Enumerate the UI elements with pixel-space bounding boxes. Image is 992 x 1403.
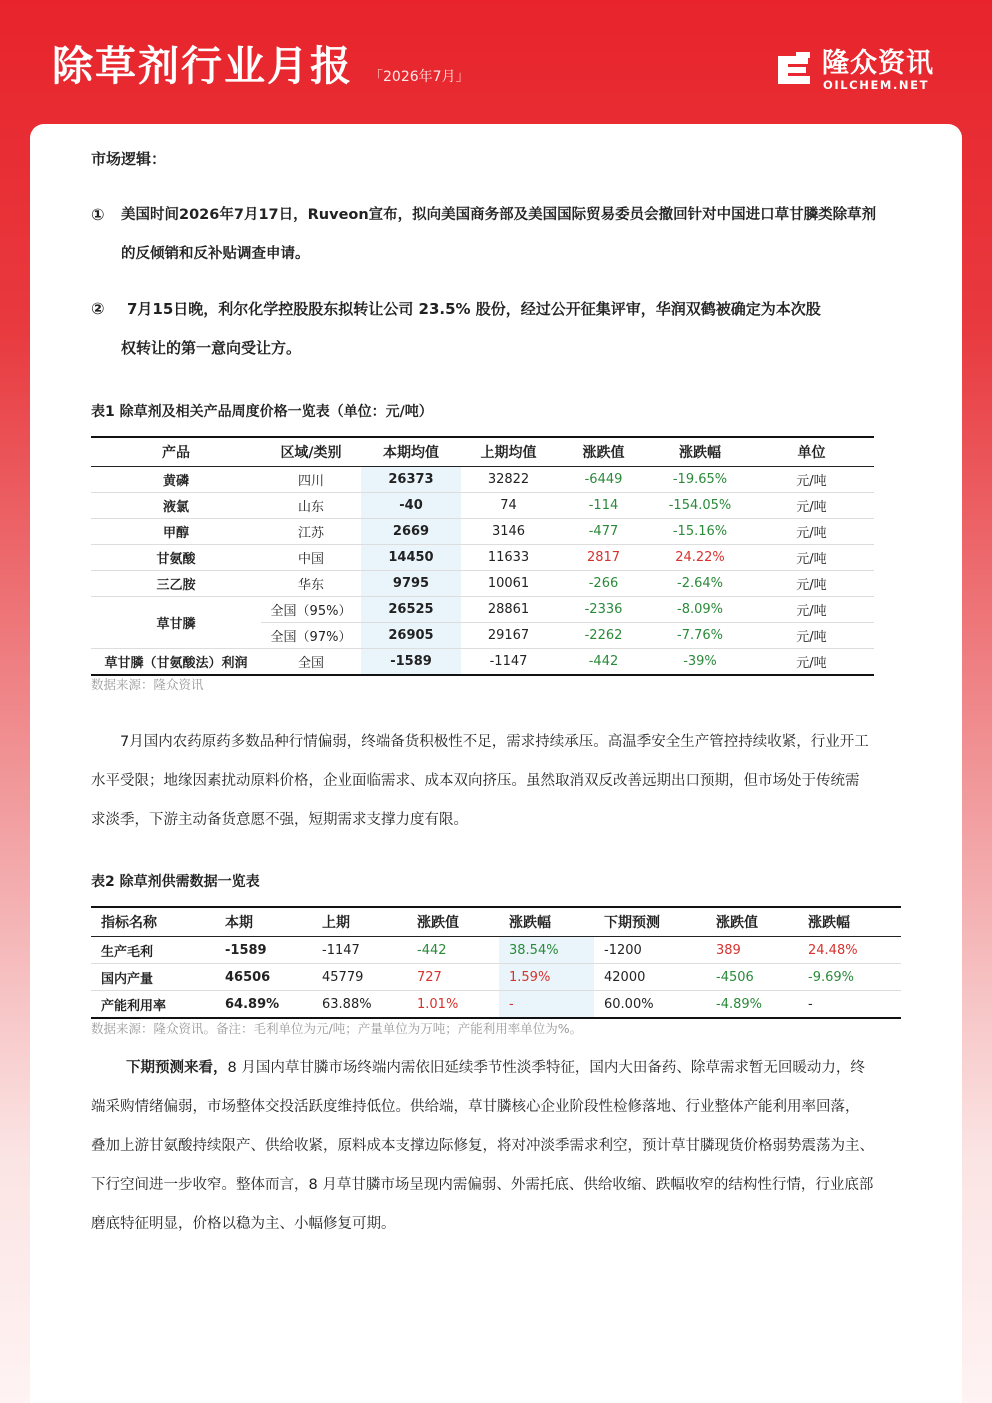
product-cell: 草甘膦 bbox=[91, 597, 261, 649]
table-row bbox=[91, 964, 901, 991]
col-header: 涨跌值 bbox=[407, 907, 499, 937]
col-header: 产品 bbox=[91, 437, 261, 467]
product-cell: 甲醇 bbox=[91, 519, 261, 545]
pct-cell: - bbox=[499, 991, 594, 1019]
indicator-cell: 生产毛利 bbox=[91, 937, 215, 964]
current-cell: 9795 bbox=[361, 571, 461, 597]
product-cell: 三乙胺 bbox=[91, 571, 261, 597]
forecast-lead: 下期预测来看， bbox=[126, 1060, 228, 1076]
pct-cell: -19.65% bbox=[651, 467, 749, 493]
current-cell: 14450 bbox=[361, 545, 461, 571]
previous-cell: 63.88% bbox=[322, 996, 372, 1012]
item1-line1: 美国时间2026年7月17日，Ruveon宣布，拟向美国商务部及美国国际贸易委员会撤回针对中国进口草甘膦类除草剂 bbox=[121, 207, 877, 223]
forecast-change-cell: 389 bbox=[706, 937, 798, 964]
previous-cell: -1147 bbox=[489, 654, 528, 669]
change-cell: -2336 bbox=[556, 597, 651, 623]
forecast-pct-cell: 24.48% bbox=[798, 937, 901, 964]
current-cell: -1589 bbox=[215, 937, 312, 964]
change-cell: -442 bbox=[588, 654, 619, 669]
forecast-line bbox=[91, 1049, 906, 1088]
forecast-line: 端采购情绪偏弱，市场整体交投活跃度维持低位。供给端，草甘膦核心企业阶段性检修落地、行业整体产能利用率回落， bbox=[91, 1099, 860, 1115]
table-row bbox=[91, 571, 874, 597]
pct-cell: -39% bbox=[683, 654, 717, 669]
forecast-paragraph bbox=[91, 1049, 906, 1244]
col-header: 本期均值 bbox=[361, 437, 461, 467]
previous-cell: 45779 bbox=[312, 964, 407, 991]
current-cell: -40 bbox=[361, 493, 461, 519]
col-header: 指标名称 bbox=[91, 907, 215, 937]
supply-demand-table bbox=[91, 906, 901, 1019]
region-cell: 中国 bbox=[261, 545, 361, 571]
product-cell: 草甘膦（甘氨酸法）利润 bbox=[104, 656, 248, 671]
table-row bbox=[91, 991, 901, 1019]
unit-cell: 元/吨 bbox=[749, 623, 874, 649]
pct-cell: 24.22% bbox=[651, 545, 749, 571]
market-logic-heading: 市场逻辑： bbox=[91, 150, 167, 168]
pct-cell: -7.76% bbox=[651, 623, 749, 649]
forecast-pct-cell: -9.69% bbox=[798, 964, 901, 991]
table2-caption: 表2 除草剂供需数据一览表 bbox=[91, 874, 260, 890]
region-cell: 山东 bbox=[261, 493, 361, 519]
indicator-cell: 国内产量 bbox=[91, 964, 215, 991]
unit-cell: 元/吨 bbox=[749, 519, 874, 545]
summary-paragraph bbox=[91, 723, 906, 840]
change-cell: 2817 bbox=[556, 545, 651, 571]
current-cell: 26373 bbox=[361, 467, 461, 493]
logo-en-text: OILCHEM.NET bbox=[823, 78, 930, 92]
forecast-pct-cell: - bbox=[808, 996, 813, 1012]
current-cell: 46506 bbox=[215, 964, 312, 991]
forecast-line: 下行空间进一步收窄。整体而言，8 月草甘膦市场呈现内需偏弱、外需托底、供给收缩、跌幅收窄的结构性行情，行业底部 bbox=[91, 1177, 874, 1193]
forecast-line: 叠加上游甘氨酸持续限产、供给收紧，原料成本支撑边际修复，将对冲淡季需求利空，预计草甘膦现货价格弱势震荡为主、 bbox=[91, 1138, 874, 1154]
current-cell: 26905 bbox=[361, 623, 461, 649]
previous-cell: 74 bbox=[461, 493, 556, 519]
unit-cell: 元/吨 bbox=[749, 571, 874, 597]
table-row bbox=[91, 649, 874, 676]
previous-cell: 10061 bbox=[461, 571, 556, 597]
region-cell: 全国 bbox=[297, 656, 324, 671]
unit-cell: 元/吨 bbox=[749, 545, 874, 571]
product-cell: 甘氨酸 bbox=[91, 545, 261, 571]
col-header: 单位 bbox=[749, 437, 874, 467]
current-cell: -1589 bbox=[361, 649, 461, 676]
change-cell: -442 bbox=[407, 937, 499, 964]
change-cell: -114 bbox=[556, 493, 651, 519]
col-header: 涨跌幅 bbox=[651, 437, 749, 467]
table1-source: 数据来源：隆众资讯 bbox=[91, 677, 204, 692]
region-cell: 四川 bbox=[261, 467, 361, 493]
unit-cell: 元/吨 bbox=[749, 467, 874, 493]
indicator-cell: 产能利用率 bbox=[101, 998, 167, 1014]
forecast-change-cell: -4506 bbox=[706, 964, 798, 991]
table-row bbox=[91, 493, 874, 519]
item1-marker: ① bbox=[91, 205, 105, 224]
col-header: 下期预测 bbox=[594, 907, 706, 937]
previous-cell: -1147 bbox=[312, 937, 407, 964]
change-cell: -477 bbox=[556, 519, 651, 545]
table-header-row bbox=[91, 437, 874, 467]
previous-cell: 29167 bbox=[461, 623, 556, 649]
pct-cell: 38.54% bbox=[499, 937, 594, 964]
pct-cell: -8.09% bbox=[651, 597, 749, 623]
col-header: 涨跌值 bbox=[556, 437, 651, 467]
product-cell: 液氯 bbox=[91, 493, 261, 519]
col-header: 涨跌幅 bbox=[499, 907, 594, 937]
col-header: 上期 bbox=[312, 907, 407, 937]
col-header: 涨跌值 bbox=[706, 907, 798, 937]
pct-cell: -15.16% bbox=[651, 519, 749, 545]
table-row bbox=[91, 467, 874, 493]
region-cell: 江苏 bbox=[261, 519, 361, 545]
table2-source: 数据来源：隆众资讯。备注：毛利单位为元/吨；产量单位为万吨；产能利用率单位为%。 bbox=[91, 1021, 583, 1036]
summary-line: 求淡季，下游主动备货意愿不强，短期需求支撑力度有限。 bbox=[91, 812, 468, 828]
unit-cell: 元/吨 bbox=[749, 597, 874, 623]
previous-cell: 3146 bbox=[461, 519, 556, 545]
report-title: 除草剂行业月报 bbox=[52, 42, 353, 90]
region-cell: 华东 bbox=[261, 571, 361, 597]
table-header-row bbox=[91, 907, 901, 937]
current-cell: 64.89% bbox=[225, 996, 280, 1012]
region-cell: 全国（97%） bbox=[261, 623, 361, 649]
logo-cn-text: 隆众资讯 bbox=[822, 48, 934, 79]
previous-cell: 32822 bbox=[461, 467, 556, 493]
forecast-change-cell: -4.89% bbox=[716, 996, 762, 1012]
item2-line2: 权转让的第一意向受让方。 bbox=[121, 339, 302, 357]
report-header bbox=[0, 0, 992, 125]
item2-marker: ② bbox=[91, 299, 105, 318]
pct-cell: -154.05% bbox=[651, 493, 749, 519]
change-cell: -2262 bbox=[556, 623, 651, 649]
item1-line2: 的反倾销和反补贴调查申请。 bbox=[121, 246, 310, 262]
report-date: 「2026年7月」 bbox=[369, 69, 470, 85]
col-header: 本期 bbox=[215, 907, 312, 937]
table-row bbox=[91, 597, 874, 623]
previous-cell: 11633 bbox=[461, 545, 556, 571]
change-cell: 727 bbox=[407, 964, 499, 991]
change-cell: -6449 bbox=[556, 467, 651, 493]
pct-cell: -2.64% bbox=[651, 571, 749, 597]
oilchem-logo bbox=[774, 48, 944, 92]
change-cell: -266 bbox=[556, 571, 651, 597]
forecast-cell: 42000 bbox=[594, 964, 706, 991]
product-cell: 黄磷 bbox=[91, 467, 261, 493]
forecast-cell: 60.00% bbox=[604, 996, 654, 1012]
item2-line1: 7月15日晚，利尔化学控股股东拟转让公司 23.5% 股份，经过公开征集评审，华润双鹤被确定为本次股 bbox=[127, 300, 821, 318]
current-cell: 26525 bbox=[361, 597, 461, 623]
forecast-line: 磨底特征明显，价格以稳为主、小幅修复可期。 bbox=[91, 1216, 396, 1232]
pct-cell: 1.59% bbox=[499, 964, 594, 991]
previous-cell: 28861 bbox=[461, 597, 556, 623]
change-cell: 1.01% bbox=[417, 996, 459, 1012]
unit-cell: 元/吨 bbox=[796, 656, 827, 671]
price-table bbox=[91, 436, 874, 676]
table1-caption: 表1 除草剂及相关产品周度价格一览表（单位：元/吨） bbox=[91, 404, 433, 420]
unit-cell: 元/吨 bbox=[749, 493, 874, 519]
col-header: 上期均值 bbox=[461, 437, 556, 467]
table-row bbox=[91, 937, 901, 964]
logo-mark-icon bbox=[774, 50, 814, 88]
summary-line: 水平受限；地缘因素扰动原料价格，企业面临需求、成本双向挤压。虽然取消双反改善远期出口预期，但市场处于传统需 bbox=[91, 773, 860, 789]
col-header: 涨跌幅 bbox=[798, 907, 901, 937]
current-cell: 2669 bbox=[361, 519, 461, 545]
forecast-line1-text: 8 月国内草甘膦市场终端内需依旧延续季节性淡季特征，国内大田备药、除草需求暂无回暖动力，终 bbox=[227, 1060, 865, 1076]
summary-line: 7月国内农药原药多数品种行情偏弱，终端备货积极性不足，需求持续承压。高温季安全生产管控持续收紧，行业开工 bbox=[120, 734, 869, 750]
forecast-cell: -1200 bbox=[594, 937, 706, 964]
table-row bbox=[91, 519, 874, 545]
region-cell: 全国（95%） bbox=[261, 597, 361, 623]
col-header: 区域/类别 bbox=[261, 437, 361, 467]
table-row bbox=[91, 545, 874, 571]
